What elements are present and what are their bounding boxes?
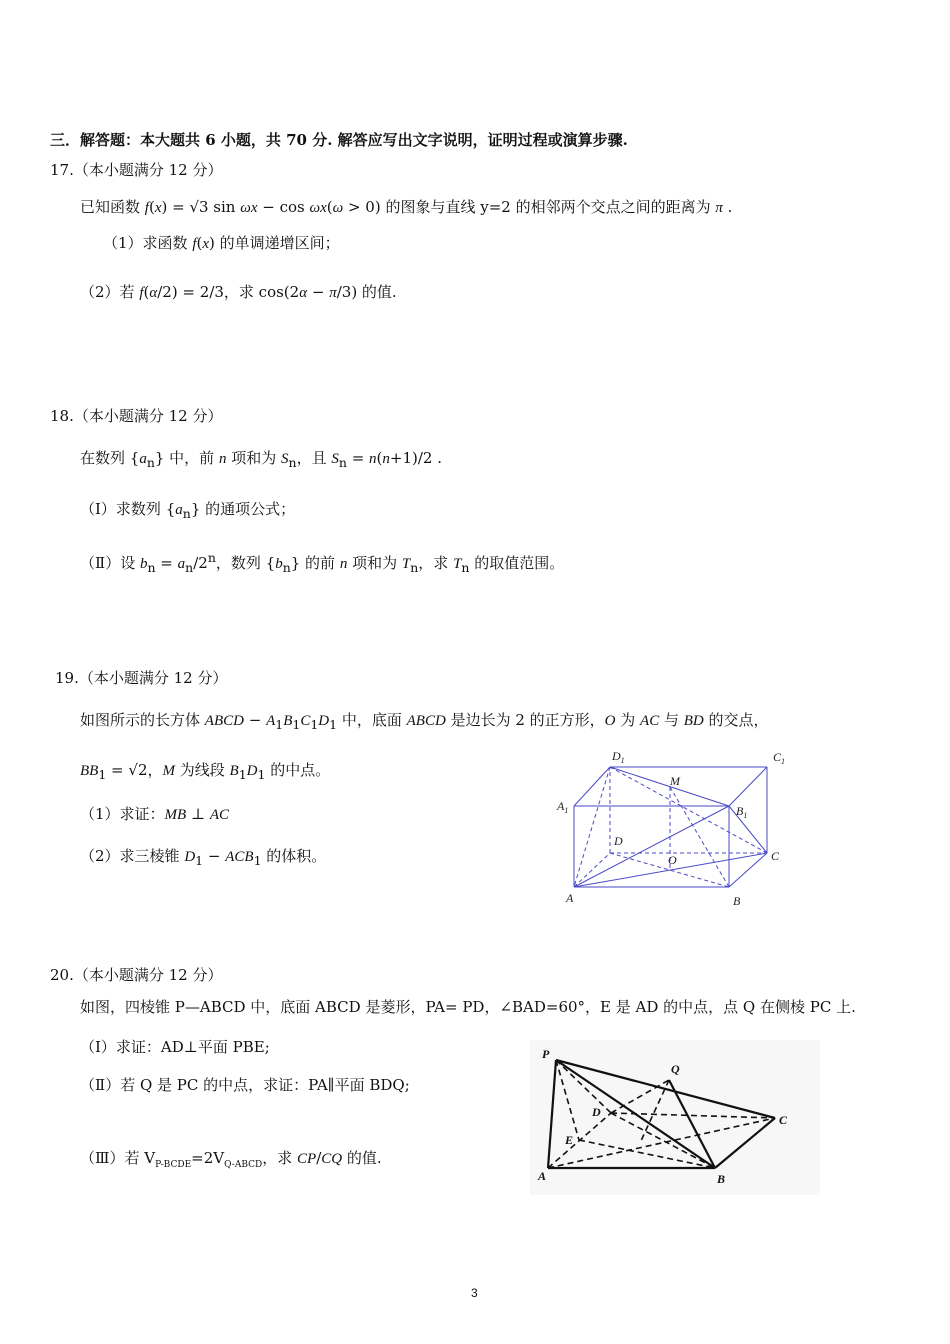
label-B: B: [733, 894, 741, 908]
q18-part1: （Ⅰ）求数列 $\{a_n\}$ 的通项公式；: [80, 500, 296, 521]
section-heading: 三．解答题：本大题共 6 小题，共 70 分. 解答应写出文字说明，证明过程或演算步骤.: [50, 131, 628, 149]
label-D: D: [614, 834, 623, 848]
q18-part2: （Ⅱ）设 $b_n = a_n/2^n$，数列 $\{b_n\}$ 的前 n 项和为 $T_n$，求 $T_n$ 的取值范围。: [80, 550, 565, 575]
edge-B1C1: [729, 767, 767, 806]
label-E: E: [565, 1133, 574, 1147]
label-B1: $B_1$: [736, 804, 748, 820]
label-C: C: [771, 849, 780, 863]
q17-part1: （1）求函数 f(x) 的单调递增区间；: [103, 234, 340, 252]
q20-part2: （Ⅱ）若 Q 是 PC 的中点，求证：PA∥平面 BDQ;: [80, 1076, 410, 1094]
q20-part1: （Ⅰ）求证：AD⊥平面 PBE;: [80, 1038, 270, 1056]
q17-part2: （2）若 f(α/2) = 2/3，求 cos(2α − π/3) 的值.: [80, 283, 397, 301]
q17-header: 17.（本小题满分 12 分）: [50, 161, 223, 179]
label-D1: $D_1$: [612, 749, 625, 765]
q19-stem: 如图所示的长方体 ABCD − $A_1B_1C_1D_1$ 中，底面 ABCD 是边长为 2 的正方形，O 为 AC 与 BD 的交点，: [80, 711, 769, 732]
label-A: A: [566, 891, 574, 905]
label-B: B: [717, 1172, 726, 1186]
label-A: A: [538, 1169, 547, 1183]
q19-part1: （1）求证：MB ⊥ AC: [80, 805, 230, 823]
label-O: O: [668, 853, 677, 867]
q19-part2: （2）求三棱锥 $D_1 - ACB_1$ 的体积。: [80, 847, 327, 868]
label-D: D: [592, 1105, 601, 1119]
hidden-MB: [670, 787, 729, 887]
label-M: M: [670, 774, 680, 788]
q20-header: 20.（本小题满分 12 分）: [50, 966, 223, 984]
label-C: C: [779, 1113, 788, 1127]
hidden-D1C: [610, 767, 767, 853]
edge-AB1: [574, 806, 729, 887]
q19-header: 19.（本小题满分 12 分）: [55, 669, 228, 687]
edge-BC: [729, 853, 767, 887]
q18-header: 18.（本小题满分 12 分）: [50, 407, 223, 425]
q19-cuboid-figure: [550, 740, 800, 915]
q18-stem: 在数列 $\{a_n\}$ 中，前 n 项和为 $S_n$，且 $S_n = n(n+1)/2$ .: [80, 449, 442, 470]
q19-stem2: $BB_1 = √2$，M 为线段 $B_1D_1$ 的中点。: [80, 761, 331, 782]
edge-A1D1: [574, 767, 610, 806]
edge-B1C: [729, 806, 767, 853]
q17-stem: 已知函数 f(x) = √3 sin ωx − cos ωx(ω > 0) 的图象与直线 y=2 的相邻两个交点之间的距离为 π .: [80, 198, 733, 216]
label-Q: Q: [671, 1062, 680, 1076]
page-number: 3: [471, 1286, 478, 1300]
q20-stem: 如图，四棱锥 P—ABCD 中，底面 ABCD 是菱形，PA= PD，∠BAD=60°，E 是 AD 的中点，点 Q 在侧棱 PC 上.: [80, 998, 856, 1016]
label-C1: $C_1$: [773, 750, 786, 766]
hidden-D1A: [574, 767, 610, 887]
label-A1: $A_1$: [557, 799, 569, 815]
label-P: P: [542, 1047, 550, 1061]
q20-part3: （Ⅲ）若 $V_{P-BCDE}=2V_{Q-ABCD}$，求 CP/CQ 的值.: [80, 1149, 382, 1170]
q20-pyramid-figure: [530, 1040, 820, 1195]
